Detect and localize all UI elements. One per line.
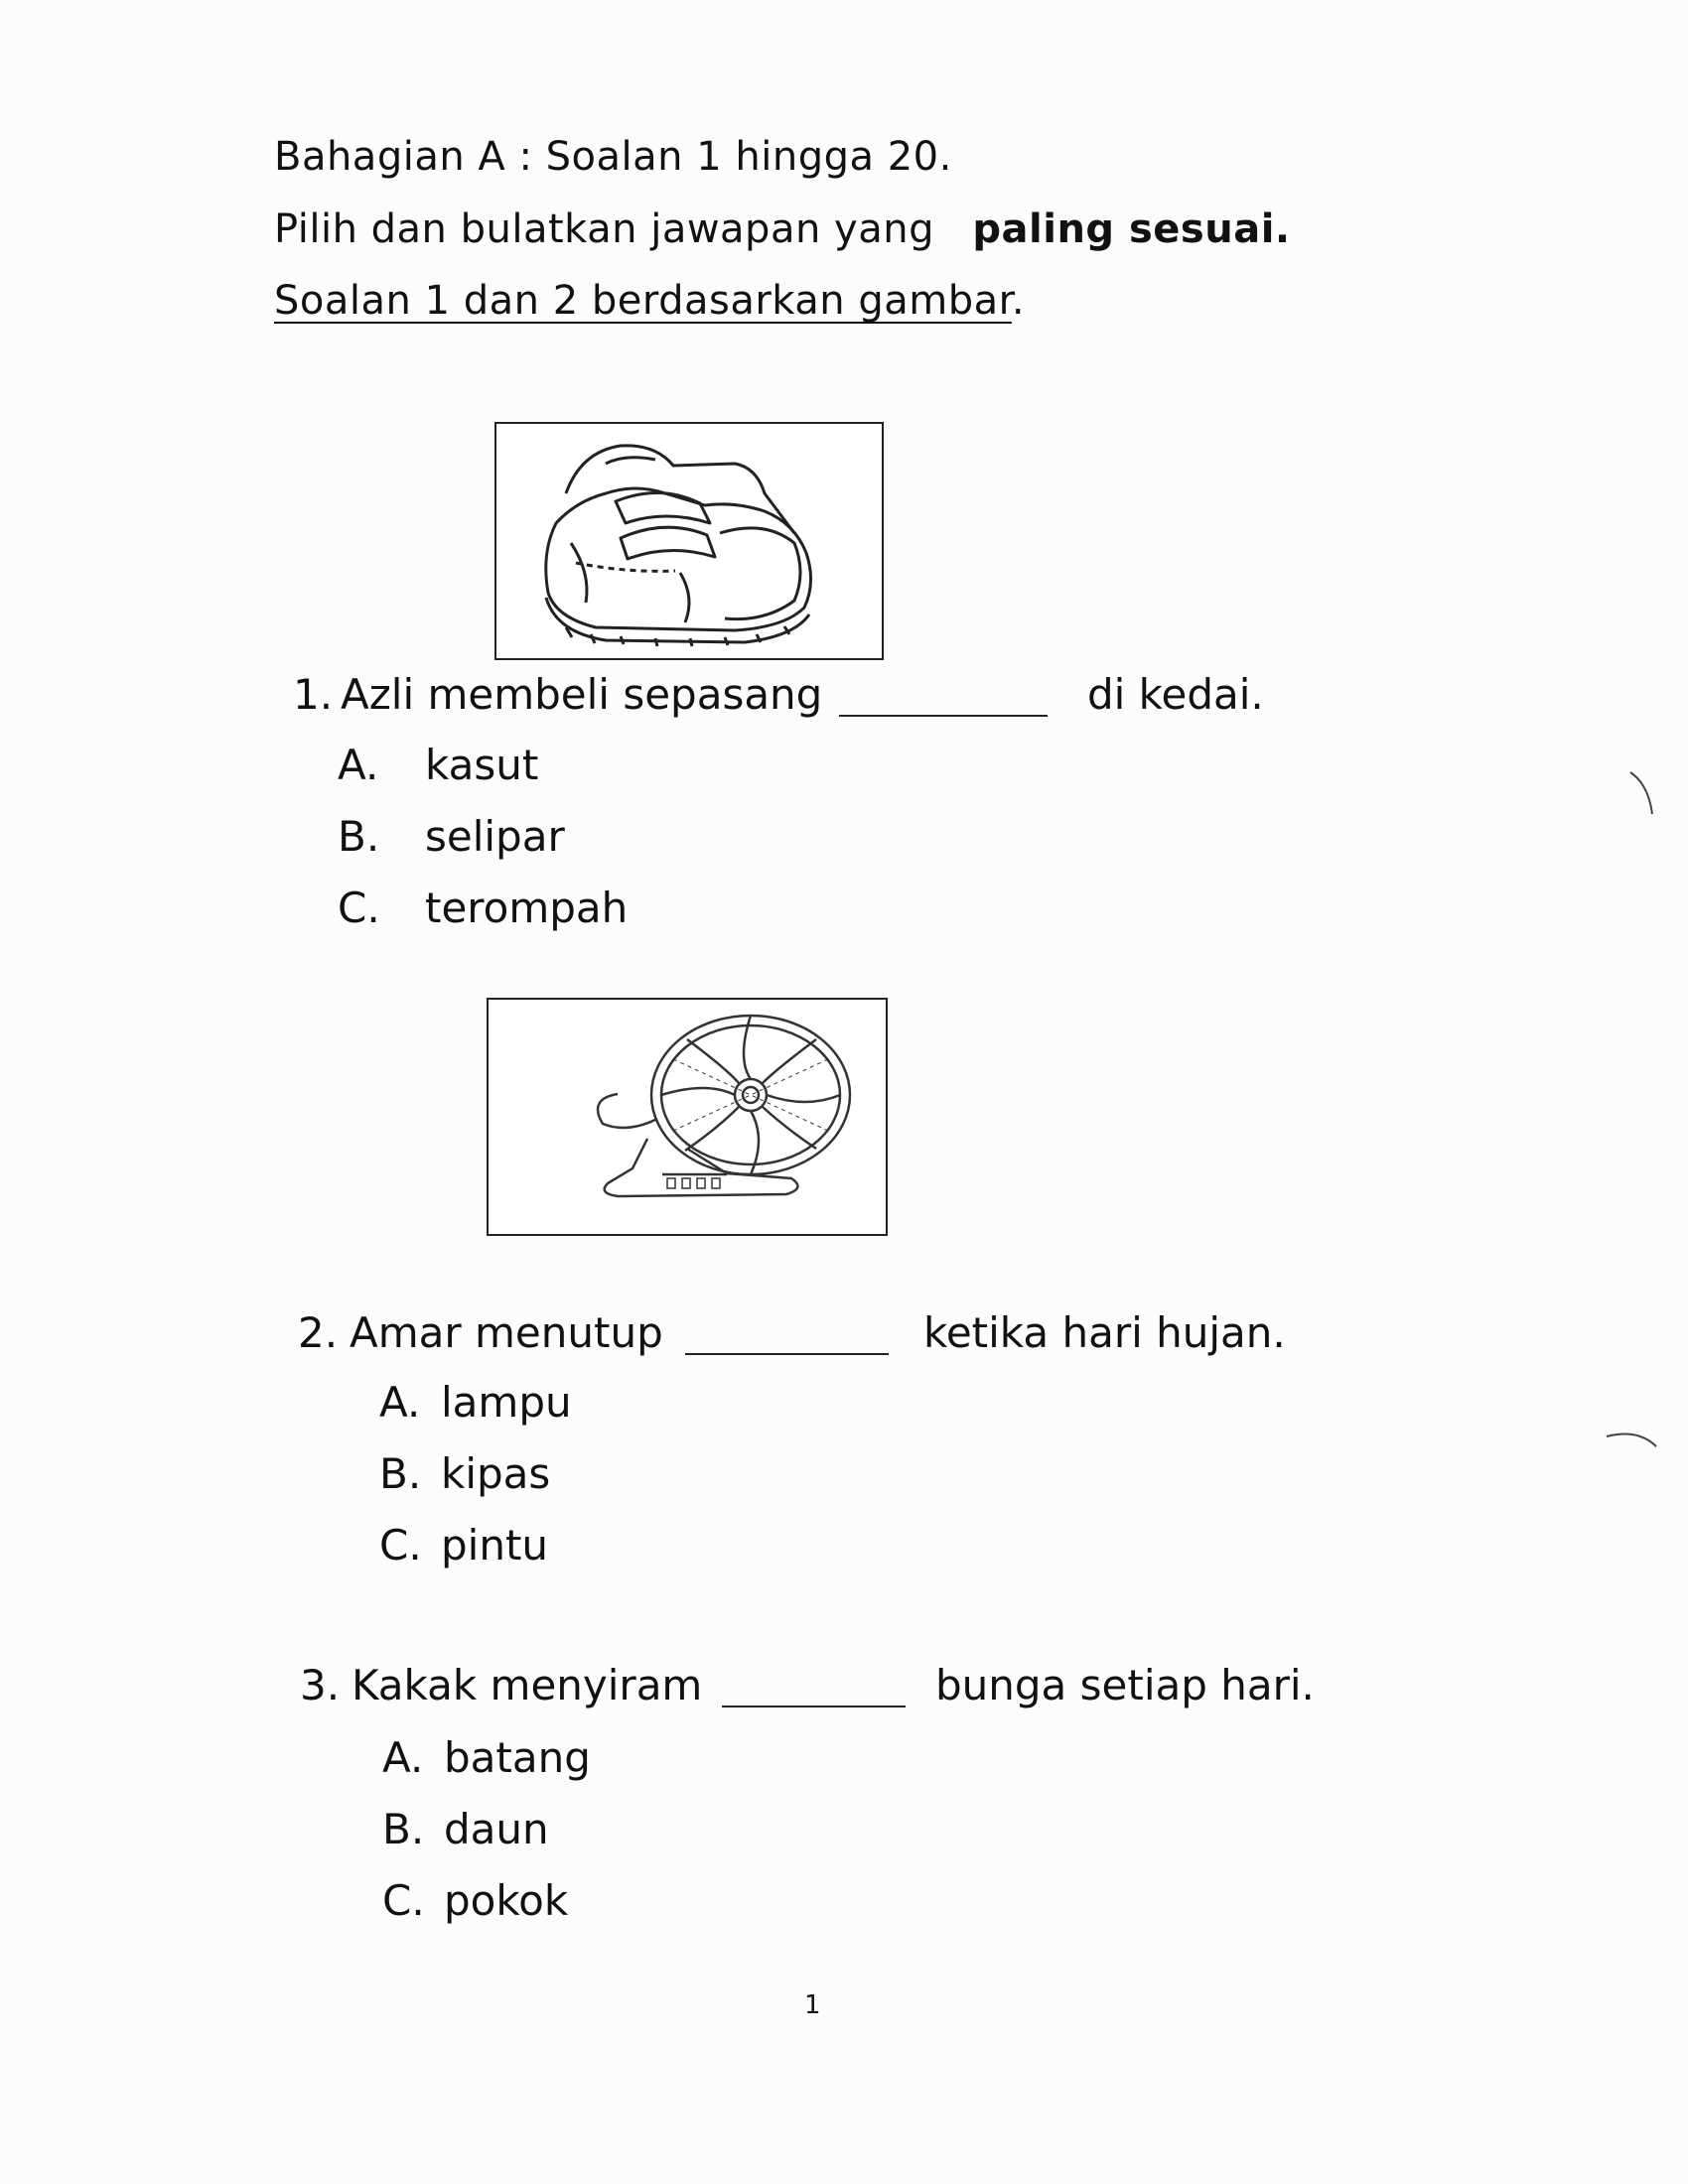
option-text: daun: [444, 1805, 549, 1853]
answer-blank[interactable]: [685, 1353, 889, 1355]
scan-hole-mark-icon: [1599, 1425, 1668, 1464]
picture-note-text: Soalan 1 dan 2 berdasarkan gambar: [274, 278, 1012, 324]
option-text: pokok: [444, 1876, 569, 1925]
option-text: kipas: [441, 1449, 551, 1498]
question-2: [298, 1308, 1291, 1368]
fan-picture-frame: [487, 998, 888, 1236]
option-text: batang: [444, 1733, 591, 1782]
q3-option-c[interactable]: [382, 1876, 568, 1925]
option-text: kasut: [425, 741, 539, 789]
answer-blank[interactable]: [722, 1706, 906, 1707]
q1-option-c[interactable]: [338, 884, 628, 932]
question-stem-before: Azli membeli sepasang: [341, 670, 823, 719]
question-number: 1.: [293, 670, 334, 719]
option-text: pintu: [441, 1521, 549, 1570]
answer-blank[interactable]: [839, 715, 1048, 717]
question-stem-after: ketika hari hujan.: [923, 1308, 1286, 1357]
section-title: [274, 134, 952, 180]
option-letter: A.: [379, 1378, 421, 1427]
q3-option-b[interactable]: [382, 1805, 549, 1853]
option-text: terompah: [425, 884, 629, 932]
q2-option-b[interactable]: [379, 1449, 550, 1498]
option-letter: C.: [379, 1521, 422, 1570]
question-stem-before: Kakak menyiram: [352, 1661, 703, 1709]
q1-option-a[interactable]: [338, 741, 538, 789]
option-letter: B.: [379, 1449, 422, 1498]
q3-option-a[interactable]: [382, 1733, 591, 1782]
option-letter: B.: [382, 1805, 425, 1853]
question-stem-after: bunga setiap hari.: [935, 1661, 1315, 1709]
q2-option-a[interactable]: [379, 1378, 572, 1427]
question-stem-before: Amar menutup: [350, 1308, 663, 1357]
instruction-text: Pilih dan bulatkan jawapan yang: [274, 206, 934, 252]
picture-note-period: .: [1011, 278, 1026, 324]
picture-note: [274, 278, 1025, 324]
option-letter: A.: [338, 741, 379, 789]
page-number: 1: [804, 1990, 821, 2020]
q1-option-b[interactable]: [338, 812, 565, 861]
option-text: lampu: [441, 1378, 572, 1427]
question-1: [293, 670, 1286, 730]
option-letter: B.: [338, 812, 380, 861]
option-letter: C.: [382, 1876, 425, 1925]
shoes-image: [496, 424, 882, 658]
q2-option-c[interactable]: [379, 1521, 548, 1570]
scan-hole-mark-icon: [1609, 764, 1668, 834]
section-title-text: Bahagian A : Soalan 1 hingga 20.: [274, 134, 952, 180]
option-letter: C.: [338, 884, 380, 932]
instruction-emphasis: paling sesuai.: [972, 206, 1291, 252]
instruction-line: [274, 206, 1291, 252]
question-3: [300, 1661, 1342, 1720]
question-number: 3.: [300, 1661, 341, 1709]
option-text: selipar: [425, 812, 565, 861]
shoes-picture-frame: [494, 422, 884, 660]
question-stem-after: di kedai.: [1087, 670, 1264, 719]
option-letter: A.: [382, 1733, 424, 1782]
fan-image: [489, 1000, 886, 1234]
question-number: 2.: [298, 1308, 339, 1357]
